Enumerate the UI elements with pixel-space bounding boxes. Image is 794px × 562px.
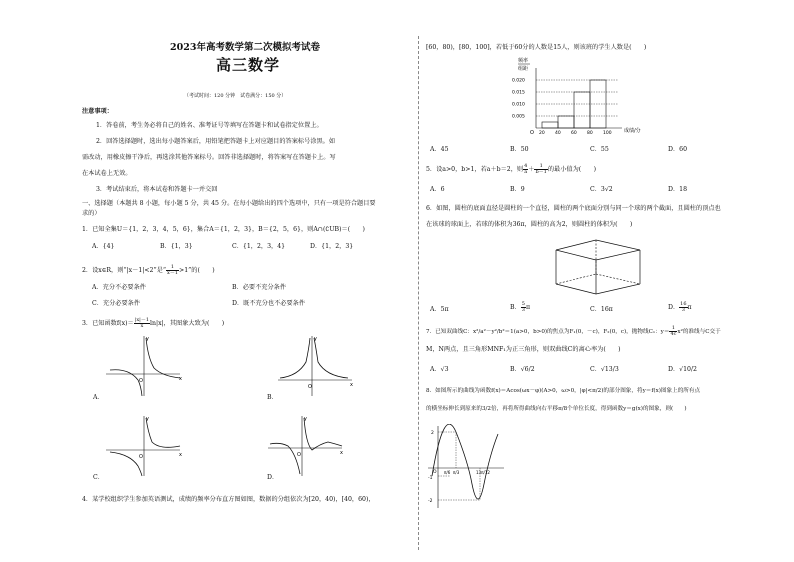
question-8-stem: 8．如图所示的曲线为函数f(x)＝Acos(ωx－φ)(A>0，ω>0，|φ|<π/2)的部分图象，将y＝f(x)图象上的所有点: [426, 388, 701, 394]
q8-label-neg2: -2: [428, 499, 433, 504]
q8-label-2: 2: [431, 431, 434, 436]
question-2-stem: [82, 265, 215, 276]
q6-frac-den: 3: [521, 307, 525, 313]
y-axis-label: y: [314, 336, 317, 342]
q3-option-a: A．: [93, 394, 104, 401]
q6-frac-num: 5: [521, 301, 525, 307]
q8-label-13pi12: 13π/12: [476, 470, 490, 475]
q8-cosine-graph: [426, 424, 506, 510]
y-axis-label: y: [146, 416, 149, 422]
q7-option-a: A．√3: [430, 366, 449, 373]
hist-xtick-label: 20: [539, 131, 545, 136]
section-heading: 一、选择题（本题共 8 小题，每小题 5 分，共 45 分。在每小题给出的四个选项中，只有一项是符合题目要: [82, 200, 376, 207]
q5-stem-part: 的最小值为( ): [547, 166, 597, 173]
q5-frac-den: a: [524, 169, 528, 175]
q6-option-d: [668, 302, 692, 313]
axis-origin-label: O: [297, 452, 301, 458]
question-5-stem: [426, 164, 596, 175]
q5-option-d: D．18: [668, 186, 688, 193]
q7-option-d: D．√10/2: [668, 366, 697, 373]
question-4-stem: 4．某学校组织学生参加英语测试，成绩的频率分布直方图如图，数据的分组依次为[20，40)，[40，60)，: [82, 496, 375, 503]
notice-item: 需改动，用橡皮擦干净后，再选涂其他答案标号。回答非选择题时，将答案写在答题卡上。写: [82, 154, 336, 161]
q7-frac-den: 4c: [670, 331, 677, 337]
q8-label-neg1: -1: [428, 476, 433, 481]
column-divider: [418, 36, 419, 550]
hist-ylabel-bottom: 组距: [518, 66, 529, 72]
q3-option-c: C．: [93, 474, 104, 481]
q6-option-b: [510, 302, 530, 313]
q5-option-c: C．3√2: [590, 186, 613, 193]
hist-xtick-label: 80: [587, 131, 593, 136]
q8-label-o: O: [433, 470, 437, 475]
q6-pi: π: [687, 304, 692, 311]
x-axis-label: x: [350, 382, 353, 388]
q3-graph-b: [276, 334, 356, 398]
x-axis-label: x: [179, 452, 182, 458]
q7-option-b: B．√6/2: [510, 366, 535, 373]
q4-option-a: A．45: [430, 146, 449, 153]
q6-option-d-label: D．: [668, 304, 680, 311]
question-8-stem-cont: 的横坐标伸长到原来的3/2倍，再将所得曲线向右平移π/8个单位长度，得到函数y＝g(x)的图象，则( ): [426, 406, 687, 412]
q1-option-c: C．{1，2，3，4}: [232, 243, 286, 250]
q8-label-pi3: π/3: [453, 470, 460, 475]
q1-option-b: B．{1，3}: [160, 243, 193, 250]
q2-option-b: B．必要不充分条件: [232, 284, 287, 291]
q6-frac-num: 16: [680, 301, 687, 307]
q6-option-d-fraction: [679, 302, 687, 313]
q7-stem-part: x²的准线与C交于: [677, 329, 721, 335]
q4-option-b: B．50: [510, 146, 529, 153]
q2-frac-num: 1: [166, 265, 179, 271]
q4-option-c: C．55: [590, 146, 609, 153]
q5-frac-den: b－1: [535, 169, 547, 175]
q5-frac-num: 1: [534, 164, 547, 170]
q6-option-a: A．5π: [430, 306, 449, 313]
q3-frac-den: x: [140, 323, 144, 329]
q2-stem-part: 2．设x∈R，则“|x－1|<2”是“: [82, 267, 166, 274]
q2-option-d: D．既不充分也不必要条件: [232, 300, 306, 307]
hist-xtick-label: 100: [603, 131, 612, 136]
hist-origin: O: [530, 130, 534, 136]
hist-bar: [574, 92, 590, 128]
q6-pi: π: [525, 304, 531, 311]
notice-heading: 注意事项：: [82, 108, 113, 115]
exam-title: 2023年高考数学第二次模拟考试卷: [170, 42, 320, 53]
subject-title: 高三数学: [216, 56, 281, 74]
hist-xtick-label: 60: [571, 131, 577, 136]
q1-option-a: A．{4}: [92, 243, 115, 250]
notice-item: 2．回答选择题时，选出每小题答案后，用铅笔把答题卡上对应题目的答案标号涂黑。如: [96, 138, 336, 145]
axis-origin-label: O: [139, 378, 143, 384]
axis-origin-label: O: [139, 454, 143, 460]
q3-stem-part: 3．已知函数f(x)＝: [82, 320, 134, 327]
q2-option-a: A．充分不必要条件: [92, 284, 146, 291]
hist-ytick-label: 0.015: [512, 90, 525, 96]
q5-option-b: B．9: [510, 186, 525, 193]
q6-option-c: C．16π: [590, 306, 613, 313]
q2-frac-den: x－1: [167, 270, 179, 276]
x-axis-label: x: [340, 450, 343, 456]
question-1-stem: 1．已知全集U＝{1，2，3，4，5，6}，集合A＝{1，2，3}，B＝{2，5，6}，则A∩(∁UB)＝( ): [82, 226, 365, 233]
q4-histogram: [506, 54, 666, 136]
hist-ytick-label: 0.005: [512, 114, 525, 120]
hist-bar: [542, 122, 558, 128]
q3-fraction: [134, 318, 150, 329]
q3-frac-num: |x|－1: [134, 317, 150, 323]
q7-stem-part: 7．已知双曲线C：x²/a²－y²/b²＝1(a>0，b>0)的焦点为F₁(0，－c)，F₂(0，c)，抛物线C₁：y＝: [426, 329, 670, 335]
question-6-stem: 6．如图，圆柱的底面直径是圆柱的一个直径，圆柱的两个底面分别与同一个球的两个截面，且圆柱的顶点也: [426, 205, 721, 212]
q6-frac-den: 3: [681, 307, 685, 313]
axis-origin-label: O: [308, 384, 312, 390]
q3-option-b: B．: [267, 394, 278, 401]
q2-option-c: C．充分必要条件: [92, 300, 141, 307]
hist-xtick-label: 40: [555, 131, 561, 136]
q3-graph-c: [104, 414, 184, 478]
hist-ytick-label: 0.010: [512, 102, 525, 108]
question-4-stem-cont: [60，80)，[80，100]，若低于60分的人数是15人，则该班的学生人数是( ): [426, 44, 647, 51]
y-axis-label: y: [304, 416, 307, 422]
q7-option-c: C．√13/3: [590, 366, 619, 373]
q3-graph-a: [104, 334, 184, 398]
q5-frac-num: 4: [524, 163, 528, 169]
hist-ytick-label: 0.020: [512, 78, 525, 84]
notice-item: 在本试卷上无效。: [82, 170, 132, 177]
q4-option-d: D．60: [668, 146, 688, 153]
q2-fraction: [166, 265, 179, 276]
question-6-stem-cont: 在该球的球面上，若球的体积为36π，圆柱的高为2，则圆柱的体积为( ): [426, 221, 633, 228]
q7-frac-num: 1: [669, 326, 677, 332]
q6-cylinder-figure: [550, 238, 646, 296]
q5-option-a: A．6: [430, 186, 445, 193]
hist-bar: [558, 116, 574, 128]
hist-xlabel: 成绩/分: [624, 128, 641, 134]
y-axis-label: y: [146, 336, 149, 342]
exam-info: （考试时间：120 分钟 试卷满分：150 分）: [184, 93, 287, 99]
hist-ylabel-top: 频率: [518, 58, 529, 64]
q5-plus: ＋: [528, 166, 535, 173]
q5-fraction-2: [534, 164, 547, 175]
question-7-stem-cont: M，N两点，且三角形MNF₁为正三角形，则双曲线C的离心率为( ): [426, 346, 621, 353]
x-axis-label: x: [179, 376, 182, 382]
q8-label-pi6: π/6: [444, 470, 451, 475]
notice-item: 1．答卷前，考生务必将自己的姓名、准考证号等填写在答题卡和试卷指定位置上。: [96, 122, 323, 129]
question-7-stem: [426, 326, 721, 337]
q1-option-d: D．{1，2，3}: [310, 243, 354, 250]
question-3-stem: [82, 318, 224, 329]
section-heading-cont: 求的）: [82, 210, 101, 217]
q3-stem-part: ln|x|，其图象大致为( ): [150, 320, 225, 327]
notice-item: 3．考试结束后，将本试卷和答题卡一并交回: [96, 186, 218, 193]
q6-option-b-label: B．: [510, 304, 521, 311]
q2-stem-part: >1”的( ): [179, 267, 215, 274]
q3-graph-d: [266, 414, 346, 478]
q3-option-d: D．: [267, 474, 279, 481]
q5-stem-part: 5．设a>0，b>1，若a＋b＝2，则: [426, 166, 524, 173]
